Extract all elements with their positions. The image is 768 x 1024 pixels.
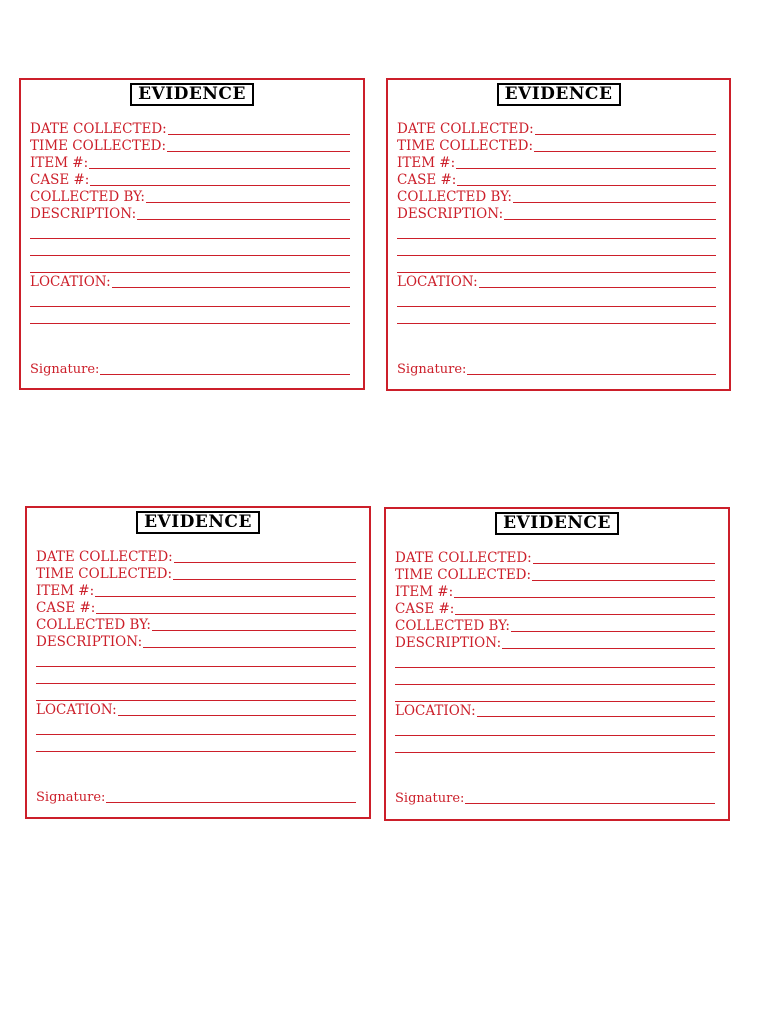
item-number-line[interactable] [454, 596, 715, 598]
evidence-title: EVIDENCE [497, 83, 621, 106]
time-collected-label: TIME COLLECTED: [30, 138, 167, 154]
time-collected-label: TIME COLLECTED: [397, 138, 534, 154]
collected-by-line[interactable] [511, 630, 715, 632]
description-line[interactable] [502, 647, 715, 649]
description-field[interactable] [397, 205, 716, 222]
date-collected-line[interactable] [168, 133, 350, 135]
location-line[interactable] [112, 286, 350, 288]
description-blank-line[interactable] [397, 239, 716, 256]
date-collected-label: DATE COLLECTED: [30, 121, 167, 137]
signature-line[interactable] [465, 802, 715, 804]
evidence-title: EVIDENCE [136, 511, 260, 534]
description-blank-line[interactable] [30, 239, 350, 256]
item-number-field[interactable] [395, 583, 715, 600]
collected-by-label: COLLECTED BY: [36, 617, 151, 633]
time-collected-field[interactable] [397, 137, 716, 154]
evidence-fields [397, 120, 716, 377]
item-number-label: ITEM #: [397, 155, 456, 171]
location-field[interactable] [30, 273, 350, 290]
collected-by-field[interactable] [395, 617, 715, 634]
spacer [395, 753, 715, 783]
spacer [36, 752, 356, 782]
item-number-line[interactable] [89, 167, 350, 169]
description-blank-line[interactable] [30, 222, 350, 239]
item-number-field[interactable] [36, 582, 356, 599]
case-number-line[interactable] [96, 612, 356, 614]
case-number-line[interactable] [455, 613, 715, 615]
location-line[interactable] [118, 714, 356, 716]
signature-field[interactable] [395, 789, 715, 806]
description-blank-line[interactable] [36, 684, 356, 701]
description-line[interactable] [137, 218, 350, 220]
description-blank-line[interactable] [395, 668, 715, 685]
collected-by-label: COLLECTED BY: [397, 189, 512, 205]
collected-by-field[interactable] [36, 616, 356, 633]
item-number-label: ITEM #: [36, 583, 95, 599]
location-blank-line[interactable] [395, 719, 715, 736]
evidence-fields [30, 120, 350, 377]
collected-by-field[interactable] [397, 188, 716, 205]
case-number-field[interactable] [397, 171, 716, 188]
time-collected-field[interactable] [395, 566, 715, 583]
evidence-label-3 [25, 506, 371, 819]
date-collected-label: DATE COLLECTED: [397, 121, 534, 137]
description-blank-line[interactable] [397, 222, 716, 239]
location-line[interactable] [477, 715, 715, 717]
evidence-title: EVIDENCE [495, 512, 619, 535]
evidence-fields [395, 549, 715, 806]
signature-label: Signature: [397, 362, 467, 377]
evidence-label-2 [386, 78, 731, 391]
time-collected-line[interactable] [534, 150, 716, 152]
location-label: LOCATION: [36, 702, 117, 718]
description-line[interactable] [504, 218, 716, 220]
date-collected-line[interactable] [174, 561, 356, 563]
date-collected-line[interactable] [533, 562, 715, 564]
location-blank-line[interactable] [397, 307, 716, 324]
collected-by-line[interactable] [513, 201, 716, 203]
item-number-line[interactable] [456, 167, 716, 169]
time-collected-line[interactable] [532, 579, 715, 581]
location-field[interactable] [397, 273, 716, 290]
description-blank-line[interactable] [395, 651, 715, 668]
location-field[interactable] [36, 701, 356, 718]
date-collected-field[interactable] [30, 120, 350, 137]
case-number-field[interactable] [36, 599, 356, 616]
case-number-field[interactable] [30, 171, 350, 188]
time-collected-label: TIME COLLECTED: [36, 566, 173, 582]
signature-line[interactable] [106, 801, 356, 803]
location-blank-line[interactable] [36, 718, 356, 735]
date-collected-label: DATE COLLECTED: [395, 550, 532, 566]
item-number-label: ITEM #: [30, 155, 89, 171]
case-number-label: CASE #: [395, 601, 455, 617]
location-blank-line[interactable] [395, 736, 715, 753]
description-blank-line[interactable] [30, 256, 350, 273]
signature-label: Signature: [30, 362, 100, 377]
collected-by-label: COLLECTED BY: [395, 618, 510, 634]
description-label: DESCRIPTION: [395, 635, 502, 651]
location-label: LOCATION: [397, 274, 478, 290]
collected-by-line[interactable] [146, 201, 350, 203]
item-number-label: ITEM #: [395, 584, 454, 600]
item-number-line[interactable] [95, 595, 356, 597]
signature-field[interactable] [36, 788, 356, 805]
time-collected-field[interactable] [36, 565, 356, 582]
description-field[interactable] [395, 634, 715, 651]
location-label: LOCATION: [395, 703, 476, 719]
location-line[interactable] [479, 286, 716, 288]
time-collected-field[interactable] [30, 137, 350, 154]
case-number-label: CASE #: [36, 600, 96, 616]
case-number-line[interactable] [90, 184, 350, 186]
case-number-line[interactable] [457, 184, 716, 186]
location-blank-line[interactable] [36, 735, 356, 752]
location-label: LOCATION: [30, 274, 111, 290]
evidence-label-4 [384, 507, 730, 821]
time-collected-line[interactable] [167, 150, 350, 152]
signature-field[interactable] [397, 360, 716, 377]
collected-by-field[interactable] [30, 188, 350, 205]
description-field[interactable] [36, 633, 356, 650]
date-collected-field[interactable] [36, 548, 356, 565]
description-label: DESCRIPTION: [36, 634, 143, 650]
evidence-fields [36, 548, 356, 805]
signature-line[interactable] [100, 373, 350, 375]
collected-by-line[interactable] [152, 629, 356, 631]
location-blank-line[interactable] [397, 290, 716, 307]
location-field[interactable] [395, 702, 715, 719]
signature-field[interactable] [30, 360, 350, 377]
time-collected-line[interactable] [173, 578, 356, 580]
description-label: DESCRIPTION: [30, 206, 137, 222]
case-number-field[interactable] [395, 600, 715, 617]
item-number-field[interactable] [30, 154, 350, 171]
evidence-label-1 [19, 78, 365, 390]
description-blank-line[interactable] [395, 685, 715, 702]
date-collected-field[interactable] [395, 549, 715, 566]
evidence-title: EVIDENCE [130, 83, 254, 106]
description-blank-line[interactable] [397, 256, 716, 273]
description-line[interactable] [143, 646, 356, 648]
date-collected-field[interactable] [397, 120, 716, 137]
date-collected-label: DATE COLLECTED: [36, 549, 173, 565]
description-field[interactable] [30, 205, 350, 222]
location-blank-line[interactable] [30, 307, 350, 324]
spacer [397, 324, 716, 354]
description-blank-line[interactable] [36, 650, 356, 667]
location-blank-line[interactable] [30, 290, 350, 307]
description-label: DESCRIPTION: [397, 206, 504, 222]
description-blank-line[interactable] [36, 667, 356, 684]
item-number-field[interactable] [397, 154, 716, 171]
date-collected-line[interactable] [535, 133, 716, 135]
spacer [30, 324, 350, 354]
signature-label: Signature: [36, 790, 106, 805]
case-number-label: CASE #: [30, 172, 90, 188]
signature-line[interactable] [467, 373, 716, 375]
case-number-label: CASE #: [397, 172, 457, 188]
time-collected-label: TIME COLLECTED: [395, 567, 532, 583]
collected-by-label: COLLECTED BY: [30, 189, 145, 205]
signature-label: Signature: [395, 791, 465, 806]
